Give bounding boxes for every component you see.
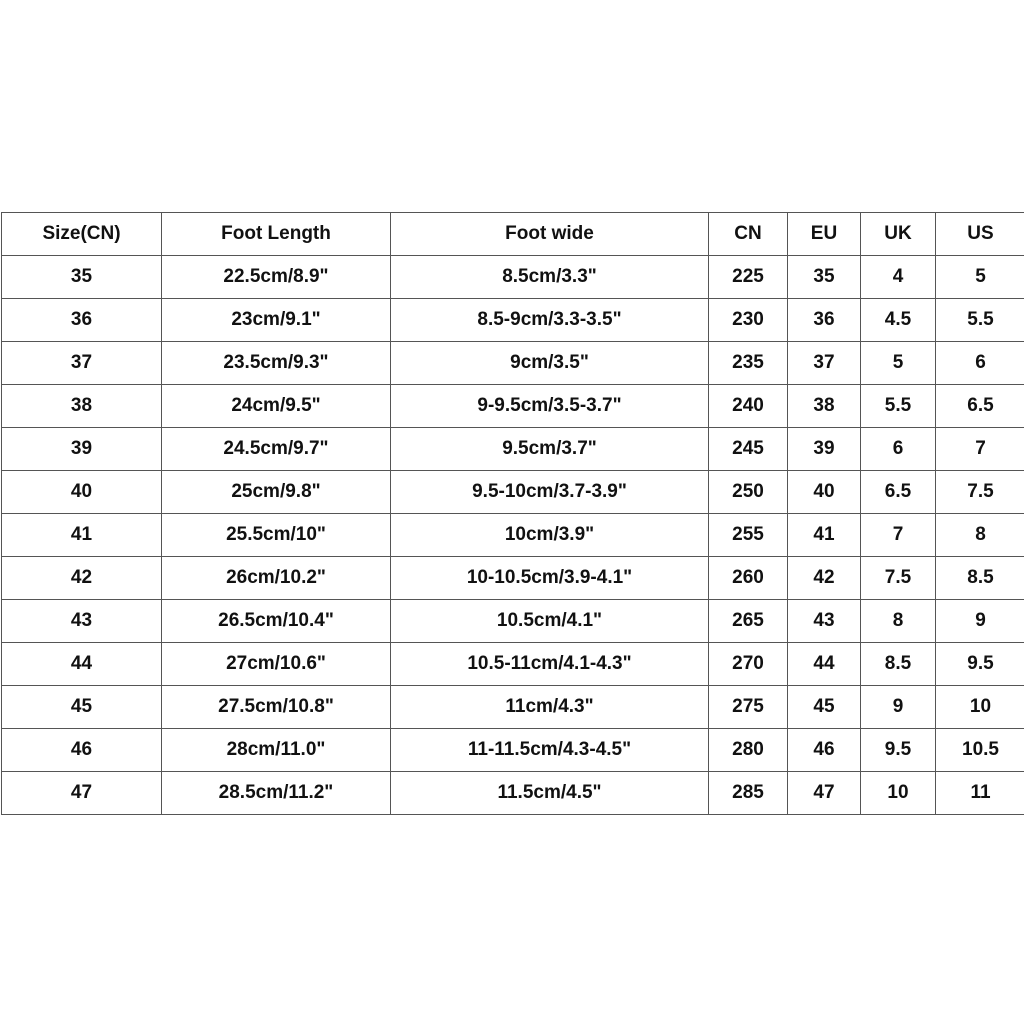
cell-foot-wide: 10.5-11cm/4.1-4.3" [391, 643, 709, 686]
table-row [2, 342, 1024, 385]
cell-size-cn: 40 [2, 471, 162, 514]
cell-size-cn: 42 [2, 557, 162, 600]
cell-uk: 8.5 [861, 643, 936, 686]
cell-eu: 38 [788, 385, 861, 428]
header-size-cn: Size(CN) [2, 213, 162, 256]
header-uk: UK [861, 213, 936, 256]
cell-us: 9 [936, 600, 1024, 643]
cell-eu: 45 [788, 686, 861, 729]
cell-cn: 245 [709, 428, 788, 471]
cell-us: 6.5 [936, 385, 1024, 428]
cell-size-cn: 36 [2, 299, 162, 342]
cell-foot-length: 27cm/10.6" [162, 643, 391, 686]
cell-us: 8.5 [936, 557, 1024, 600]
cell-uk: 7.5 [861, 557, 936, 600]
cell-size-cn: 47 [2, 772, 162, 815]
cell-foot-wide: 9-9.5cm/3.5-3.7" [391, 385, 709, 428]
cell-uk: 8 [861, 600, 936, 643]
cell-cn: 230 [709, 299, 788, 342]
cell-cn: 285 [709, 772, 788, 815]
header-row [2, 213, 1024, 256]
cell-size-cn: 44 [2, 643, 162, 686]
cell-us: 8 [936, 514, 1024, 557]
cell-size-cn: 39 [2, 428, 162, 471]
table-row [2, 772, 1024, 815]
cell-foot-length: 24.5cm/9.7" [162, 428, 391, 471]
cell-eu: 41 [788, 514, 861, 557]
cell-us: 10 [936, 686, 1024, 729]
cell-cn: 240 [709, 385, 788, 428]
cell-foot-wide: 10cm/3.9" [391, 514, 709, 557]
header-foot-wide: Foot wide [391, 213, 709, 256]
cell-uk: 5 [861, 342, 936, 385]
cell-size-cn: 37 [2, 342, 162, 385]
cell-foot-wide: 8.5-9cm/3.3-3.5" [391, 299, 709, 342]
cell-uk: 6 [861, 428, 936, 471]
cell-cn: 260 [709, 557, 788, 600]
header-eu: EU [788, 213, 861, 256]
cell-uk: 6.5 [861, 471, 936, 514]
cell-us: 5 [936, 256, 1024, 299]
table-row [2, 514, 1024, 557]
cell-us: 6 [936, 342, 1024, 385]
cell-foot-length: 25.5cm/10" [162, 514, 391, 557]
cell-eu: 36 [788, 299, 861, 342]
table-row [2, 686, 1024, 729]
cell-eu: 42 [788, 557, 861, 600]
cell-uk: 9.5 [861, 729, 936, 772]
table-row [2, 643, 1024, 686]
cell-eu: 47 [788, 772, 861, 815]
cell-cn: 255 [709, 514, 788, 557]
cell-us: 11 [936, 772, 1024, 815]
cell-size-cn: 45 [2, 686, 162, 729]
cell-size-cn: 43 [2, 600, 162, 643]
cell-uk: 5.5 [861, 385, 936, 428]
cell-cn: 265 [709, 600, 788, 643]
cell-eu: 43 [788, 600, 861, 643]
cell-eu: 37 [788, 342, 861, 385]
cell-eu: 44 [788, 643, 861, 686]
table-row [2, 600, 1024, 643]
cell-foot-wide: 11cm/4.3" [391, 686, 709, 729]
cell-eu: 39 [788, 428, 861, 471]
cell-uk: 10 [861, 772, 936, 815]
cell-foot-length: 28cm/11.0" [162, 729, 391, 772]
cell-eu: 40 [788, 471, 861, 514]
cell-foot-length: 27.5cm/10.8" [162, 686, 391, 729]
cell-us: 7.5 [936, 471, 1024, 514]
cell-size-cn: 38 [2, 385, 162, 428]
cell-foot-wide: 10-10.5cm/3.9-4.1" [391, 557, 709, 600]
cell-foot-length: 26cm/10.2" [162, 557, 391, 600]
cell-uk: 9 [861, 686, 936, 729]
cell-cn: 250 [709, 471, 788, 514]
table-row [2, 428, 1024, 471]
cell-foot-wide: 9.5cm/3.7" [391, 428, 709, 471]
cell-us: 9.5 [936, 643, 1024, 686]
table-row [2, 471, 1024, 514]
cell-us: 10.5 [936, 729, 1024, 772]
cell-foot-length: 23.5cm/9.3" [162, 342, 391, 385]
cell-eu: 35 [788, 256, 861, 299]
table-row [2, 729, 1024, 772]
cell-foot-length: 25cm/9.8" [162, 471, 391, 514]
size-chart-table [1, 212, 1024, 815]
cell-foot-length: 28.5cm/11.2" [162, 772, 391, 815]
table-row [2, 385, 1024, 428]
cell-foot-length: 24cm/9.5" [162, 385, 391, 428]
table-header [2, 213, 1024, 256]
cell-us: 5.5 [936, 299, 1024, 342]
cell-us: 7 [936, 428, 1024, 471]
table-row [2, 557, 1024, 600]
cell-foot-wide: 11.5cm/4.5" [391, 772, 709, 815]
cell-cn: 270 [709, 643, 788, 686]
cell-foot-wide: 8.5cm/3.3" [391, 256, 709, 299]
table-row [2, 299, 1024, 342]
table-row [2, 256, 1024, 299]
cell-size-cn: 35 [2, 256, 162, 299]
cell-foot-wide: 10.5cm/4.1" [391, 600, 709, 643]
cell-cn: 225 [709, 256, 788, 299]
header-cn: CN [709, 213, 788, 256]
cell-foot-length: 26.5cm/10.4" [162, 600, 391, 643]
cell-foot-wide: 9cm/3.5" [391, 342, 709, 385]
cell-cn: 235 [709, 342, 788, 385]
table-body [2, 256, 1024, 815]
header-foot-length: Foot Length [162, 213, 391, 256]
cell-size-cn: 41 [2, 514, 162, 557]
cell-uk: 7 [861, 514, 936, 557]
cell-cn: 280 [709, 729, 788, 772]
cell-foot-length: 22.5cm/8.9" [162, 256, 391, 299]
cell-cn: 275 [709, 686, 788, 729]
cell-uk: 4.5 [861, 299, 936, 342]
cell-uk: 4 [861, 256, 936, 299]
cell-foot-wide: 11-11.5cm/4.3-4.5" [391, 729, 709, 772]
cell-size-cn: 46 [2, 729, 162, 772]
cell-foot-length: 23cm/9.1" [162, 299, 391, 342]
cell-foot-wide: 9.5-10cm/3.7-3.9" [391, 471, 709, 514]
header-us: US [936, 213, 1024, 256]
cell-eu: 46 [788, 729, 861, 772]
